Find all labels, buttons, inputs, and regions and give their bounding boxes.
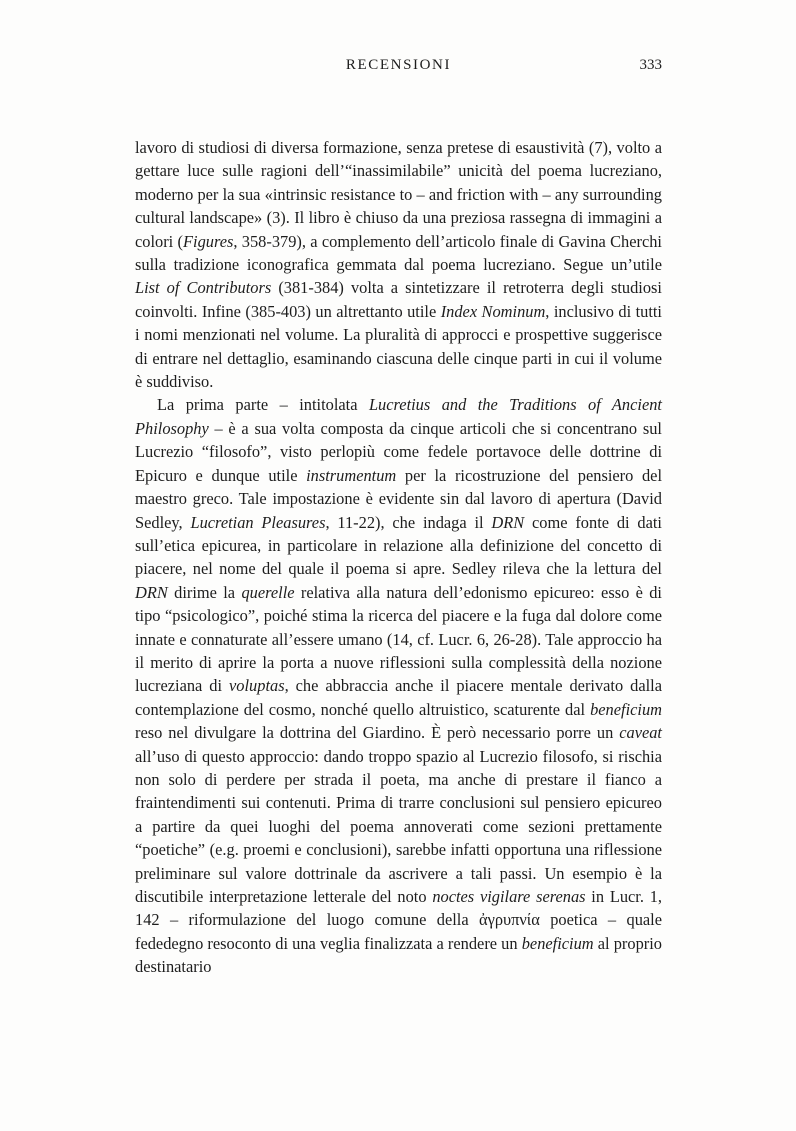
italic-run: Lucretian Pleasures <box>190 512 326 532</box>
italic-run: Lucretius and the Traditions of Ancient Philosophy <box>135 395 662 438</box>
text-run: , inclusivo di tutti i nomi menzionati nel volume. La pluralità di approcci e prospettive suggerisce di entrare nel dettaglio, esaminando ciascuna delle cinque parti in cui il volume è suddiviso. <box>135 301 662 392</box>
italic-run: Index Nominum <box>440 301 546 321</box>
italic-run: beneficium <box>590 699 662 719</box>
text-column <box>135 57 662 979</box>
italic-run: beneficium <box>521 933 594 953</box>
running-header <box>135 57 662 77</box>
italic-run: caveat <box>619 723 662 743</box>
italic-run: instrumentum <box>306 465 397 485</box>
page-number: 333 <box>639 57 662 73</box>
text-run: come fonte di dati sull’etica epicurea, in particolare in relazione alla definizione del concetto di piacere, nel nome del quale il poema si apre. Sedley rileva che la lettura del <box>135 512 662 579</box>
italic-run: Figures <box>183 231 234 251</box>
italic-run: DRN <box>491 512 525 532</box>
italic-run: voluptas <box>229 676 285 696</box>
paragraph <box>135 393 662 978</box>
text-run: lavoro di studiosi di diversa formazione, senza pretese di esaustività (7), volto a gettare luce sulle ragioni dell’“inassimilabile” unicità del poema lucreziano, moderno per la sua «intrinsic resistance to – and friction with – any surrounding cultural landscape» (3). Il libro è chiuso da una preziosa rassegna di immagini a colori ( <box>135 138 662 251</box>
text-run: relativa alla natura dell’edonismo epicureo: esso è di tipo “psicologico”, poiché stima la ricerca del piacere e la fuga dal dolore come innate e connaturate all’essere umano (14, cf. Lucr. 6, 26-28). Tale approccio ha il merito di aprire la porta a nuove riflessioni sulla complessità della nozione lucreziana di <box>135 582 662 696</box>
italic-run: List of Contributors <box>135 278 272 298</box>
text-run: ἀγρυπνία <box>479 910 540 930</box>
text-block <box>135 136 662 979</box>
text-run: in Lucr. 1, 142 – riformulazione del luogo comune della <box>135 887 662 930</box>
text-run: (381-384) volta a sintetizzare il retroterra degli studiosi coinvolti. Infine (385-403) un altrettanto utile <box>135 278 662 321</box>
italic-run: noctes vigilare serenas <box>432 887 586 906</box>
text-run: La prima parte – intitolata <box>157 395 369 415</box>
text-run: , 11-22), che indaga il <box>325 512 492 532</box>
text-run: per la ricostruzione del pensiero del maestro greco. Tale impostazione è evidente sin dal lavoro di apertura (David Sedley, <box>135 465 662 532</box>
section-title: RECENSIONI <box>345 57 452 73</box>
text-run: , che abbraccia anche il piacere mentale derivato dalla contemplazione del cosmo, nonché quello altruistico, scaturente dal <box>135 676 663 719</box>
text-run: all’uso di questo approccio: dando troppo spazio al Lucrezio filosofo, si rischia non solo di perdere per strada il poeta, ma anche di prestare il fianco a fraintendimenti sui contenuti. Prima di trarre conclusioni sul pensiero epicureo a partire da quei luoghi del poema annoverati come sezioni prettamente “poetiche” (e.g. proemi e conclusioni), sarebbe infatti opportuna una riflessione preliminare sul valore dottrinale da ascrivere a tali passi. Un esempio è la discutibile interpretazione letterale del noto <box>135 746 662 906</box>
text-run: al proprio destinatario <box>135 933 662 977</box>
text-run: dirime la <box>167 582 242 602</box>
text-run: poetica – quale fededegno resoconto di una veglia finalizzata a rendere un <box>135 910 662 953</box>
text-run: reso nel divulgare la dottrina del Giardino. È però necessario porre un <box>135 723 620 743</box>
text-run: – è a sua volta composta da cinque articoli che si concentrano sul Lucrezio “filosofo”, visto perlopiù come fedele portavoce delle dottrine di Epicuro e dunque utile <box>135 418 662 485</box>
paragraph <box>135 136 662 393</box>
text-run: , 358-379), a complemento dell’articolo finale di Gavina Cherchi sulla tradizione iconografica gemmata dal poema lucreziano. Segue un’utile <box>135 231 662 275</box>
italic-run: DRN <box>135 582 168 602</box>
italic-run: querelle <box>241 582 295 602</box>
